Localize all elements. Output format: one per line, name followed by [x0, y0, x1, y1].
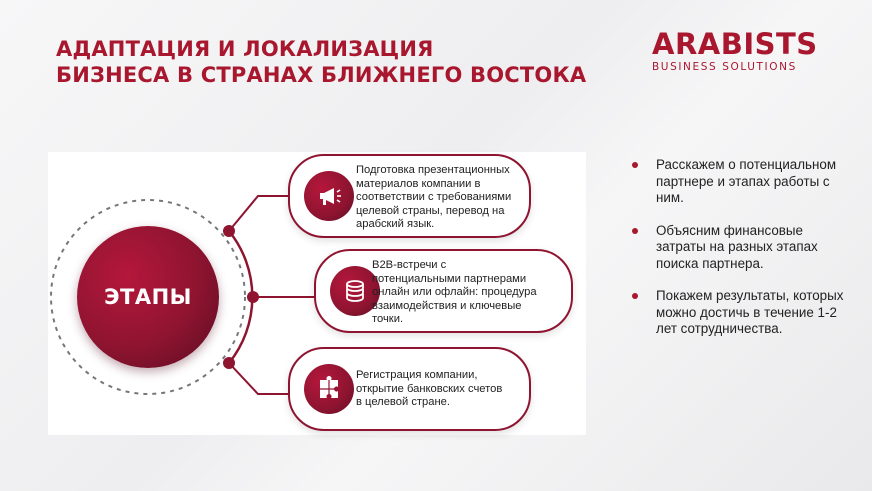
step-1-text	[356, 164, 511, 232]
company-logo	[652, 28, 824, 73]
bullet-dot-icon	[632, 228, 638, 234]
step-card-3	[288, 347, 531, 431]
connector-line-1	[229, 196, 288, 231]
title-line-2: БИЗНЕСА В СТРАНАХ БЛИЖНЕГО ВОСТОКА	[56, 63, 587, 87]
step-1-line: соответствии с требованиями	[356, 191, 512, 204]
bullet-dot-icon	[632, 293, 638, 299]
logo-name: ARABISTS	[652, 27, 818, 61]
stages-diagram	[48, 152, 586, 435]
step-2-line: взаимодействия и ключевые	[372, 299, 522, 312]
connector-line-3	[229, 363, 288, 394]
bullet-dot-icon	[632, 162, 638, 168]
bullet-text: Расскажем о потенциальном партнере и этапах работы с ним.	[656, 157, 837, 205]
step-2-line: точки.	[372, 313, 404, 326]
connector-node-1	[223, 225, 235, 237]
connector-node-2	[247, 291, 259, 303]
benefits-list	[630, 157, 850, 354]
list-item	[630, 157, 850, 207]
step-3-text	[356, 369, 502, 410]
connector-node-3	[223, 357, 235, 369]
step-card-1	[288, 154, 531, 238]
step-2-line: онлайн или офлайн: процедура	[372, 286, 537, 299]
bullet-text: Объясним финансовые затраты на разных этапах поиска партнера.	[656, 222, 818, 271]
step-2-text	[372, 259, 537, 327]
stages-label: ЭТАПЫ	[104, 285, 192, 309]
step-3-line: в целевой стране.	[356, 396, 451, 409]
puzzle-icon	[304, 364, 354, 414]
step-3-line: открытие банковских счетов	[356, 382, 503, 395]
bullet-text: Покажем результаты, которых можно достичь в течение 1-2 лет сотрудничества.	[656, 288, 844, 336]
step-1-line: материалов компании в	[356, 177, 481, 190]
step-2-line: потенциальными партнерами	[372, 272, 527, 285]
list-item	[630, 288, 850, 338]
list-item	[630, 223, 850, 273]
page-title	[56, 36, 586, 88]
step-3-line: Регистрация компании,	[356, 369, 478, 381]
step-1-line: целевой страны, перевод на	[356, 204, 505, 217]
step-1-line: Подготовка презентационных	[356, 164, 510, 176]
logo-tagline: BUSINESS SOLUTIONS	[652, 61, 797, 73]
step-1-line: арабский язык.	[356, 218, 435, 231]
stages-circle	[77, 226, 219, 368]
title-line-1: АДАПТАЦИЯ И ЛОКАЛИЗАЦИЯ	[56, 37, 434, 61]
megaphone-icon	[304, 171, 354, 221]
step-card-2	[314, 249, 573, 333]
step-2-line: B2B-встречи с	[372, 259, 447, 271]
